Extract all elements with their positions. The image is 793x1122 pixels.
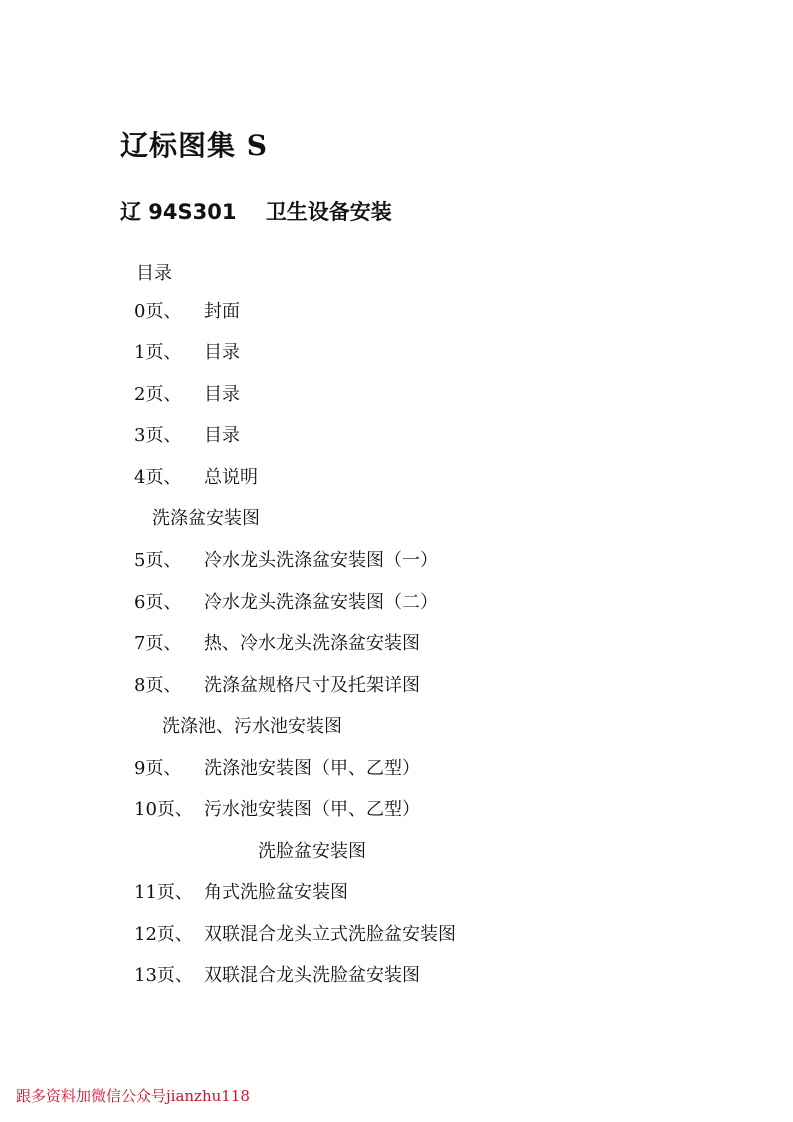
toc-entry: [134, 383, 240, 407]
toc-entry: [134, 798, 420, 822]
footer-watermark-note: 跟多资料加微信公众号jianzhu118: [16, 1087, 250, 1105]
toc-entry: [134, 549, 438, 573]
toc-page-number: 1页、: [134, 342, 182, 363]
toc-page-number: 8页、: [134, 675, 182, 696]
toc-entry-title: 热、冷水龙头洗涤盆安装图: [204, 633, 420, 654]
toc-entry: [134, 300, 240, 324]
toc-page-number: 13页、: [134, 965, 193, 986]
toc-page-number: 10页、: [134, 799, 193, 820]
atlas-subtitle: [120, 196, 392, 226]
section-heading: 洗涤池、污水池安装图: [162, 716, 342, 737]
toc-entry-title: 冷水龙头洗涤盆安装图（一）: [204, 550, 438, 571]
toc-entry: [134, 632, 420, 656]
section-heading: 洗涤盆安装图: [152, 508, 260, 529]
toc-page-number: 12页、: [134, 924, 193, 945]
page-title: 辽标图集 S: [120, 129, 268, 162]
toc-page-number: 7页、: [134, 633, 182, 654]
toc-entry-title: 角式洗脸盆安装图: [204, 882, 348, 903]
toc-entry-title: 目录: [204, 342, 240, 363]
toc-entry-title: 洗涤池安装图（甲、乙型）: [204, 758, 420, 779]
toc-entry: [134, 923, 456, 947]
toc-entry-title: 污水池安装图（甲、乙型）: [204, 799, 420, 820]
toc-page-number: 6页、: [134, 592, 182, 613]
toc-entry-title: 封面: [204, 301, 240, 322]
toc-entry: [134, 964, 420, 988]
atlas-code: 辽 94S301: [120, 200, 237, 224]
toc-page-number: 5页、: [134, 550, 182, 571]
toc-page-number: 4页、: [134, 467, 182, 488]
toc-entry-title: 目录: [204, 425, 240, 446]
toc-entry: [134, 674, 420, 698]
toc-entry-title: 目录: [204, 384, 240, 405]
section-heading: 洗脸盆安装图: [258, 841, 366, 862]
toc-entry-title: 冷水龙头洗涤盆安装图（二）: [204, 592, 438, 613]
toc-page-number: 9页、: [134, 758, 182, 779]
toc-entry: [134, 591, 438, 615]
toc-entry: [134, 466, 258, 490]
toc-entry: [134, 757, 420, 781]
toc-entry: [134, 424, 240, 448]
toc-page-number: 11页、: [134, 882, 193, 903]
toc-page-number: 2页、: [134, 384, 182, 405]
toc-entry-title: 双联混合龙头立式洗脸盆安装图: [204, 924, 456, 945]
toc-entry-title: 双联混合龙头洗脸盆安装图: [204, 965, 420, 986]
toc-entry-title: 总说明: [204, 467, 258, 488]
toc-entry: [134, 881, 348, 905]
atlas-name: 卫生设备安装: [265, 200, 392, 224]
toc-entry-title: 洗涤盆规格尺寸及托架详图: [204, 675, 420, 696]
toc-heading: 目录: [136, 263, 172, 284]
toc-page-number: 3页、: [134, 425, 182, 446]
toc-page-number: 0页、: [134, 301, 182, 322]
toc-entry: [134, 341, 240, 365]
